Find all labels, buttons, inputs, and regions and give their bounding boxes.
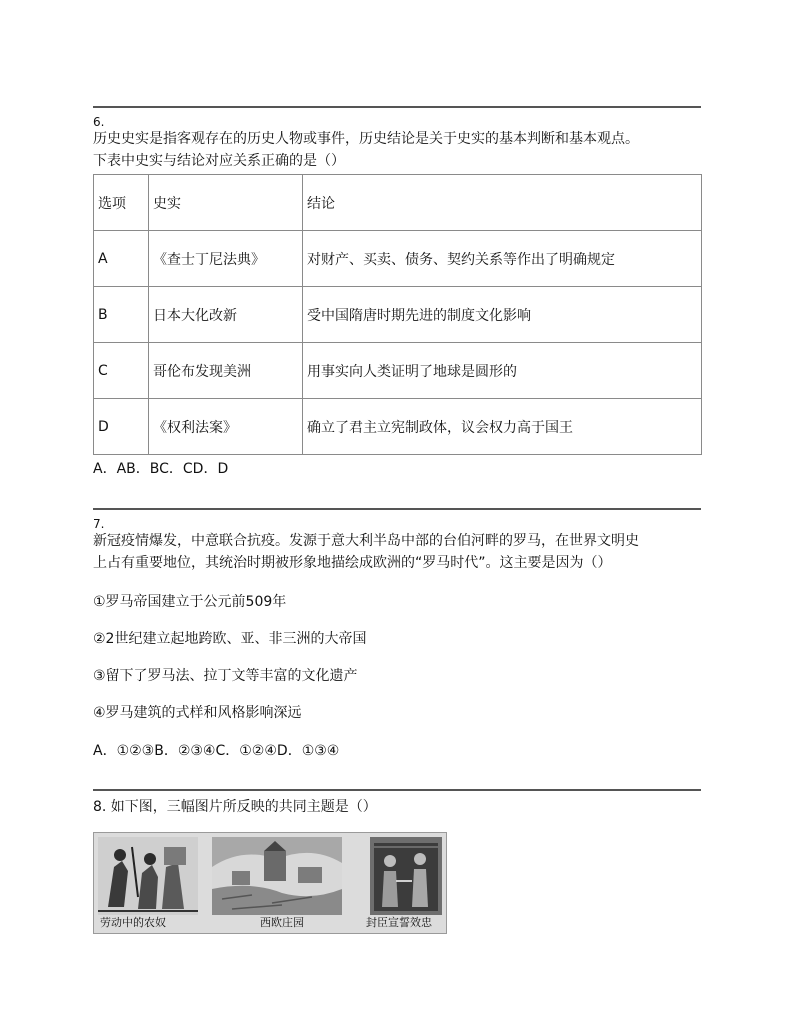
divider-q8 (93, 789, 701, 791)
question-7-stem-line1: 新冠疫情爆发，中意联合抗疫。发源于意大利半岛中部的台伯河畔的罗马，在世界文明史 (93, 533, 639, 549)
table-cell: 确立了君主立宪制政体，议会权力高于国王 (303, 399, 702, 455)
table-row (94, 231, 702, 287)
table-cell: 《查士丁尼法典》 (149, 231, 303, 287)
question-8-stem: 8. 如下图，三幅图片所反映的共同主题是（） (93, 799, 377, 815)
question-6-stem-line1: 历史史实是指客观存在的历史人物或事件，历史结论是关于史实的基本判断和基本观点。 (93, 131, 639, 147)
question-6-number: 6. (93, 115, 105, 129)
question-7-number: 7. (93, 517, 105, 531)
table-header-cell: 结论 (303, 175, 702, 231)
image-caption-fealty: 封臣宣誓效忠 (366, 916, 432, 929)
question-6-stem-line2: 下表中史实与结论对应关系正确的是（） (93, 153, 345, 169)
divider-q7 (93, 508, 701, 510)
table-header-row (94, 175, 702, 231)
question-7-item-4: ④罗马建筑的式样和风格影响深远 (93, 705, 302, 721)
manor-landscape-image (212, 837, 342, 915)
table-cell: A (94, 231, 149, 287)
table-row (94, 343, 702, 399)
table-cell: C (94, 343, 149, 399)
serfs-working-image (98, 837, 198, 915)
table-header-cell: 选项 (94, 175, 149, 231)
table-cell: 用事实向人类证明了地球是圆形的 (303, 343, 702, 399)
table-cell: 哥伦布发现美洲 (149, 343, 303, 399)
table-cell: 受中国隋唐时期先进的制度文化影响 (303, 287, 702, 343)
table-cell: B (94, 287, 149, 343)
history-facts-table (93, 174, 702, 455)
question-7-item-2: ②2世纪建立起地跨欧、亚、非三洲的大帝国 (93, 631, 367, 647)
image-caption-serfs: 劳动中的农奴 (100, 916, 166, 929)
image-caption-manor: 西欧庄园 (260, 916, 304, 929)
table-row (94, 287, 702, 343)
table-header-cell: 史实 (149, 175, 303, 231)
table-cell: D (94, 399, 149, 455)
question-7-options: A．①②③B．②③④C．①②④D．①③④ (93, 743, 340, 759)
historical-images-strip (93, 832, 447, 934)
question-7-item-1: ①罗马帝国建立于公元前509年 (93, 594, 287, 610)
table-row (94, 399, 702, 455)
table-cell: 日本大化改新 (149, 287, 303, 343)
table-cell: 对财产、买卖、债务、契约关系等作出了明确规定 (303, 231, 702, 287)
question-7-item-3: ③留下了罗马法、拉丁文等丰富的文化遗产 (93, 668, 358, 684)
divider-q6 (93, 106, 701, 108)
question-6-options: A．AB．BC．CD．D (93, 461, 229, 477)
table-cell: 《权利法案》 (149, 399, 303, 455)
question-7-stem-line2: 上占有重要地位，其统治时期被形象地描绘成欧洲的“罗马时代”。这主要是因为（） (93, 555, 612, 571)
vassal-oath-image (370, 837, 442, 915)
